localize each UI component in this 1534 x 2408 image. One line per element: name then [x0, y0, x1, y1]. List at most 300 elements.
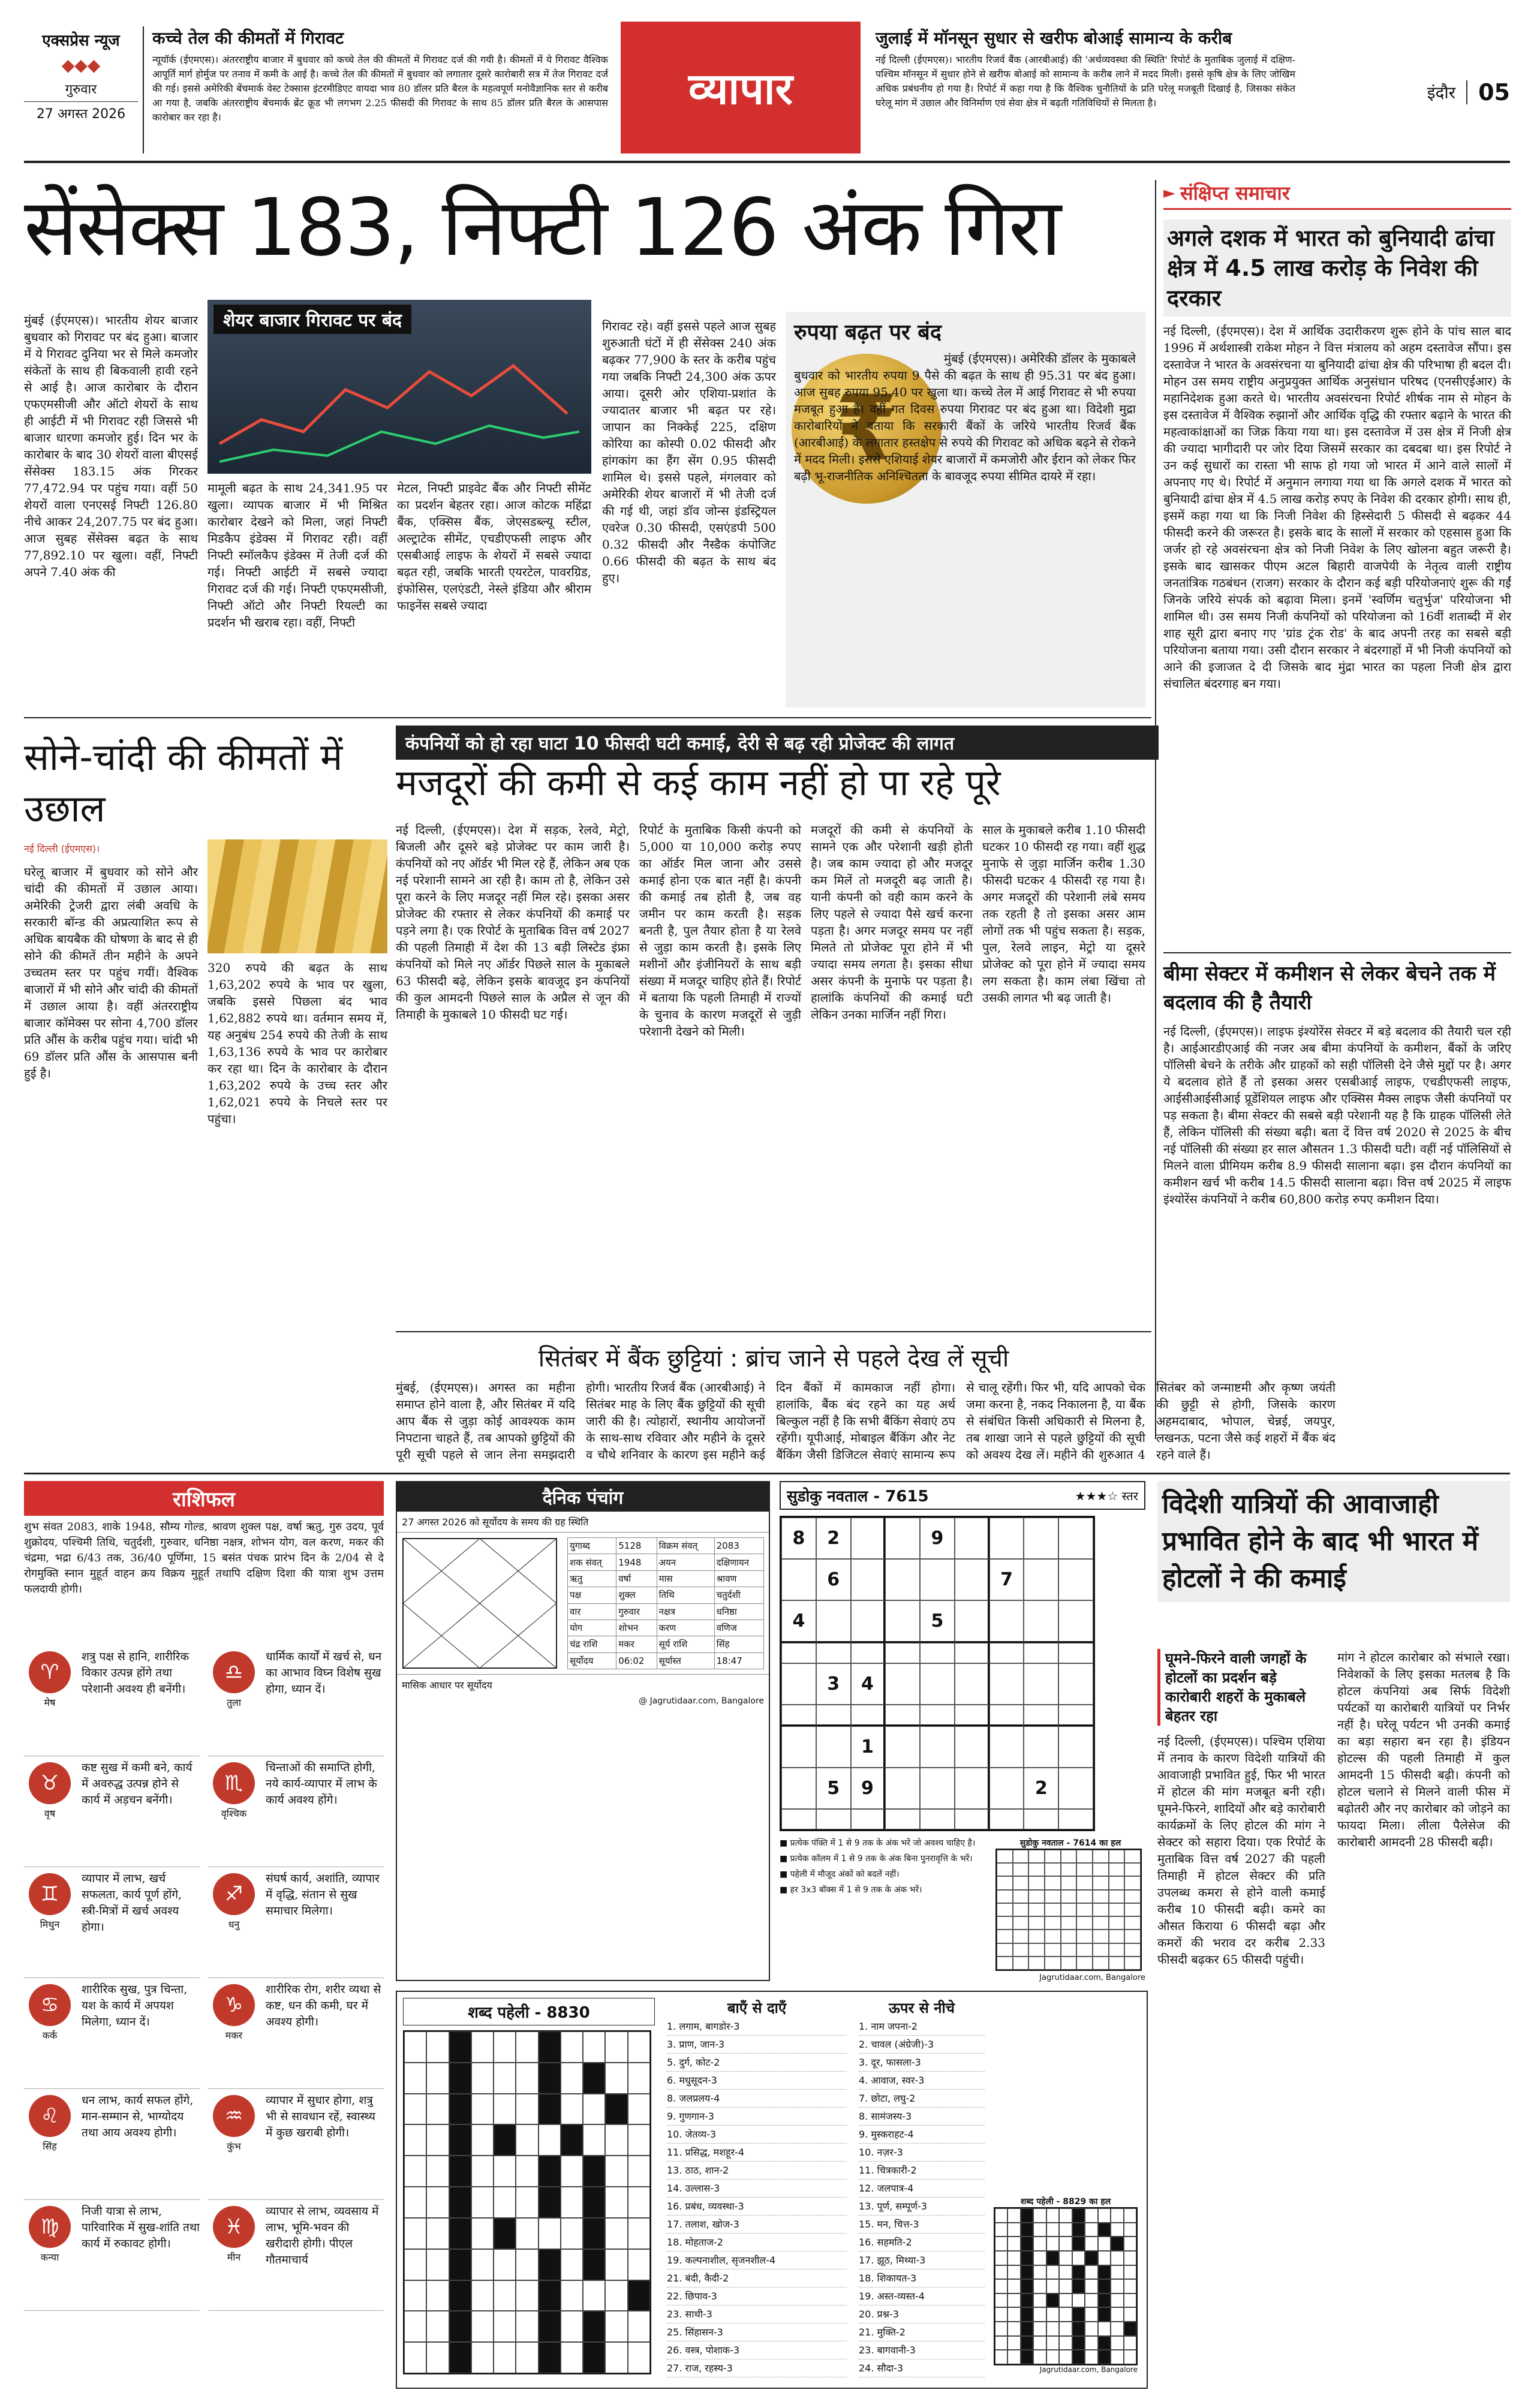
crossword-cell[interactable] [605, 2280, 627, 2311]
crossword-cell[interactable] [404, 2342, 426, 2373]
sudoku-cell[interactable] [989, 1809, 1024, 1829]
crossword-cell[interactable] [404, 2031, 426, 2063]
sudoku-cell[interactable] [955, 1809, 989, 1829]
sudoku-cell[interactable] [816, 1705, 851, 1726]
sudoku-cell[interactable] [851, 1643, 886, 1663]
crossword-cell [1111, 2322, 1123, 2336]
sudoku-cell[interactable] [781, 1768, 816, 1809]
crossword-cell[interactable] [494, 2124, 516, 2156]
crossword-cell[interactable] [516, 2218, 538, 2249]
sudoku-cell[interactable] [1058, 1768, 1093, 1809]
sudoku-cell[interactable] [955, 1559, 989, 1600]
crossword-cell[interactable] [426, 2218, 449, 2249]
crossword-cell[interactable] [539, 2311, 561, 2342]
crossword-cell [1021, 2350, 1033, 2364]
crossword-cell[interactable] [628, 2342, 650, 2373]
crossword-cell [1059, 2307, 1072, 2322]
sudoku-cell[interactable] [989, 1768, 1024, 1809]
sudoku-cell[interactable] [781, 1705, 816, 1726]
crossword-cell [1021, 2208, 1033, 2223]
crossword-cell[interactable] [561, 2311, 583, 2342]
crossword-cell [1021, 2322, 1033, 2336]
crossword-cell[interactable] [583, 2249, 605, 2280]
crossword-cell[interactable] [449, 2218, 471, 2249]
crossword-cell [1124, 2237, 1136, 2251]
gold-headline: सोने-चांदी की कीमतों में उछाल [24, 735, 343, 830]
zodiac-icon: ♍ [29, 2206, 71, 2248]
sudoku-cell[interactable] [1024, 1705, 1058, 1726]
crossword-cell[interactable] [404, 2187, 426, 2218]
crossword-cell[interactable] [471, 2311, 494, 2342]
crossword-cell[interactable] [605, 2094, 627, 2125]
sudoku-cell[interactable]: 3 [816, 1663, 851, 1705]
crossword-clue: 9. मुस्कराहट-4 [859, 2126, 985, 2144]
crossword-cell[interactable] [628, 2280, 650, 2311]
sudoku-cell[interactable] [885, 1600, 920, 1643]
sudoku-cell[interactable] [885, 1809, 920, 1829]
crossword-cell [1033, 2208, 1046, 2223]
crossword-cell [1021, 2265, 1033, 2280]
crossword-clue: 10. नज़र-3 [859, 2144, 985, 2162]
sudoku-cell[interactable]: 9 [851, 1768, 886, 1809]
crossword-cell [1111, 2350, 1123, 2364]
sudoku-cell[interactable] [989, 1663, 1024, 1705]
crossword-grid[interactable] [403, 2030, 651, 2374]
crossword-cell[interactable] [605, 2187, 627, 2218]
sudoku-cell[interactable] [885, 1663, 920, 1705]
crossword-clue: 21. मुक्ति-2 [859, 2323, 985, 2341]
rashi-name: मेष [44, 1697, 56, 1708]
sudoku-cell[interactable] [1058, 1663, 1093, 1705]
sudoku-cell[interactable] [1058, 1559, 1093, 1600]
crossword-cell[interactable] [449, 2342, 471, 2373]
rashi-sign [208, 1760, 260, 1863]
crossword-cell[interactable] [561, 2249, 583, 2280]
crossword-cell [1085, 2223, 1097, 2237]
sudoku-cell[interactable] [1058, 1600, 1093, 1643]
crossword-cell [1033, 2322, 1046, 2336]
crossword-cell[interactable] [583, 2094, 605, 2125]
zodiac-icon: ♒ [213, 2095, 255, 2137]
sudoku-cell[interactable] [885, 1559, 920, 1600]
crossword-cell[interactable] [516, 2280, 538, 2311]
crossword-cell[interactable] [516, 2187, 538, 2218]
crossword-cell[interactable] [628, 2124, 650, 2156]
sudoku-cell[interactable] [1024, 1559, 1058, 1600]
crossword-cell[interactable] [516, 2094, 538, 2125]
crossword-cell[interactable] [583, 2280, 605, 2311]
crossword-cell[interactable] [426, 2187, 449, 2218]
crossword-cell[interactable] [605, 2311, 627, 2342]
rashi-name: तुला [226, 1697, 242, 1708]
crossword-cell[interactable] [561, 2031, 583, 2063]
sudoku-cell[interactable] [1058, 1726, 1093, 1768]
crossword-cell[interactable] [426, 2124, 449, 2156]
sudoku-cell[interactable] [885, 1768, 920, 1809]
crossword-cell[interactable] [471, 2342, 494, 2373]
sudoku-cell[interactable] [989, 1726, 1024, 1768]
sudoku-cell[interactable] [920, 1809, 955, 1829]
brief-arrow-icon: ► [1163, 183, 1175, 202]
crossword-cell [1033, 2350, 1046, 2364]
crossword-cell[interactable] [539, 2249, 561, 2280]
crossword-cell[interactable] [449, 2094, 471, 2125]
crossword-cell[interactable] [583, 2342, 605, 2373]
sudoku-cell[interactable] [851, 1600, 886, 1643]
sudoku-cell[interactable] [885, 1643, 920, 1663]
crossword-cell[interactable] [516, 2124, 538, 2156]
crossword-cell[interactable] [561, 2124, 583, 2156]
crossword-cell[interactable] [539, 2063, 561, 2094]
crossword-cell [1111, 2265, 1123, 2280]
sudoku-cell[interactable] [816, 1600, 851, 1643]
sudoku-cell[interactable] [1058, 1809, 1093, 1829]
crossword-cell [1046, 2293, 1059, 2308]
crossword-cell[interactable] [404, 2218, 426, 2249]
crossword-cell[interactable] [494, 2311, 516, 2342]
crossword-cell[interactable] [404, 2094, 426, 2125]
crossword-cell[interactable] [628, 2156, 650, 2187]
sudoku-cell[interactable] [955, 1768, 989, 1809]
crossword-cell [1072, 2307, 1085, 2322]
sudoku-cell[interactable] [851, 1809, 886, 1829]
sudoku-cell[interactable]: 7 [989, 1559, 1024, 1600]
sudoku-rules [780, 1837, 989, 1971]
crossword-cell[interactable] [539, 2342, 561, 2373]
sudoku-cell[interactable] [1058, 1705, 1093, 1726]
sudoku-cell[interactable] [816, 1726, 851, 1768]
crossword-cell[interactable] [628, 2063, 650, 2094]
across-clues [667, 2018, 847, 2377]
crossword-cell[interactable] [516, 2249, 538, 2280]
crossword-clue: 11. प्रसिद्ध, मशहूर-4 [667, 2144, 847, 2162]
crossword-cell[interactable] [449, 2124, 471, 2156]
crossword-cell [995, 2293, 1007, 2308]
sudoku-grid[interactable] [780, 1516, 1095, 1831]
crossword-cell [1098, 2265, 1111, 2280]
crossword-cell [1111, 2293, 1123, 2308]
rashi-sign [208, 2204, 260, 2307]
crossword-cell [1046, 2251, 1059, 2265]
crossword-cell[interactable] [404, 2063, 426, 2094]
sudoku-cell[interactable] [1024, 1663, 1058, 1705]
crossword-cell [1046, 2336, 1059, 2350]
crossword-clue: 3. दूर, फासला-3 [859, 2054, 985, 2072]
sudoku-rule: ■ प्रत्येक कॉलम में 1 से 9 तक के अंक बिना पुनरावृत्ति के भरें। [780, 1854, 973, 1864]
sudoku-cell[interactable] [1058, 1518, 1093, 1559]
sudoku-cell[interactable]: 4 [851, 1663, 886, 1705]
crossword-cell [1021, 2336, 1033, 2350]
sudoku-cell[interactable] [851, 1705, 886, 1726]
sudoku-cell[interactable] [885, 1705, 920, 1726]
crossword-cell [1085, 2279, 1097, 2293]
sudoku-cell[interactable] [920, 1559, 955, 1600]
crossword-cell[interactable] [426, 2342, 449, 2373]
crossword-cell[interactable] [628, 2187, 650, 2218]
rashi-item [24, 1645, 200, 1756]
sudoku-cell[interactable] [1024, 1809, 1058, 1829]
crossword-cell[interactable] [426, 2249, 449, 2280]
sudoku-cell[interactable]: 9 [920, 1518, 955, 1559]
crossword-cell[interactable] [426, 2280, 449, 2311]
crossword-cell[interactable] [561, 2218, 583, 2249]
crossword-cell[interactable] [583, 2187, 605, 2218]
crossword-cell[interactable] [426, 2094, 449, 2125]
sudoku-cell[interactable] [1058, 1643, 1093, 1663]
crossword-clue: 24. सौदा-3 [859, 2359, 985, 2377]
crossword-cell[interactable] [561, 2156, 583, 2187]
crossword-cell[interactable] [404, 2311, 426, 2342]
crossword-cell[interactable] [628, 2311, 650, 2342]
crossword-cell[interactable] [605, 2031, 627, 2063]
brief-headline: अगले दशक में भारत को बुनियादी ढांचा क्षेत्र में 4.5 लाख करोड़ के निवेश की दरकार [1163, 219, 1511, 317]
crossword-cell[interactable] [561, 2094, 583, 2125]
sudoku-cell[interactable]: 1 [851, 1726, 886, 1768]
crossword-cell[interactable] [605, 2124, 627, 2156]
sudoku-cell[interactable] [989, 1643, 1024, 1663]
crossword-clue: 23. बागवानी-3 [859, 2341, 985, 2359]
rashi-item [208, 1978, 384, 2089]
photo-caption: शेयर बाजार गिरावट पर बंद [213, 305, 411, 334]
sudoku-cell[interactable] [781, 1643, 816, 1663]
crossword-clue: 20. प्रश्न-3 [859, 2305, 985, 2323]
crossword-cell[interactable] [516, 2063, 538, 2094]
crossword-cell[interactable] [628, 2218, 650, 2249]
sudoku-cell[interactable]: 5 [920, 1600, 955, 1643]
rashi-item [24, 2200, 200, 2311]
crossword-cell[interactable] [583, 2124, 605, 2156]
monsoon-headline: जुलाई में मॉनसून सुधार से खरीफ बोआई सामान्य के करीब [876, 28, 1232, 48]
crossword-cell[interactable] [539, 2156, 561, 2187]
brief-label [1163, 180, 1511, 210]
sudoku-cell[interactable] [920, 1726, 955, 1768]
crossword-cell[interactable] [605, 2218, 627, 2249]
crossword-cell[interactable] [516, 2156, 538, 2187]
crossword-cell[interactable] [561, 2280, 583, 2311]
crossword-cell [1072, 2322, 1085, 2336]
crossword-cell[interactable] [471, 2094, 494, 2125]
crossword-cell[interactable] [449, 2031, 471, 2063]
crossword-clue: 23. साथी-3 [667, 2305, 847, 2323]
sudoku-cell[interactable] [1024, 1600, 1058, 1643]
sudoku-cell[interactable]: 2 [816, 1518, 851, 1559]
crossword-cell [1046, 2279, 1059, 2293]
crossword-cell[interactable] [471, 2280, 494, 2311]
sudoku-cell[interactable]: 2 [1024, 1768, 1058, 1809]
crossword-cell[interactable] [516, 2031, 538, 2063]
sudoku-cell[interactable] [781, 1726, 816, 1768]
rashi-sign [24, 1871, 76, 1974]
crossword-cell[interactable] [471, 2124, 494, 2156]
sudoku-cell[interactable] [955, 1600, 989, 1643]
page-number: 05 [1478, 79, 1510, 106]
sudoku-cell[interactable] [989, 1600, 1024, 1643]
crossword-cell[interactable] [605, 2063, 627, 2094]
crossword-cell [1007, 2293, 1020, 2308]
sudoku-cell[interactable] [816, 1809, 851, 1829]
rashi-sign [208, 1649, 260, 1752]
crossword-cell[interactable] [471, 2249, 494, 2280]
lead-col-1: मुंबई (ईएमएस)। भारतीय शेयर बाजार बुधवार को गिरावट पर बंद हुआ। बाजार में ये गिरावट दुनिया भर से मिले कमजोर संकेतों के साथ ही बिकवाली हावी रहने से आई है। आज कारोबार के दौरान एफएमसीजी और ऑटो शेयरों के साथ ही आईटी में भी गिरावट रही जिससे भी बाजार धारणा कमजोर हुई। दिन भर के कारोबार के बाद 30 शेयरों वाला बीएसई सेंसेक्स 183.15 अंक गिरकर 77,472.94 पर पहुंच गया। वहीं 50 शेयरों वाला एनएसई निफ्टी 126.80 नीचे आकर 24,207.75 पर बंद हुआ। आज सुबह सेंसेक्स बढ़त के साथ 77,892.10 पर खुला। वहीं, निफ्टी अपने 7.40 अंक की [24, 313, 198, 579]
crossword-cell[interactable] [494, 2218, 516, 2249]
crossword-cell[interactable] [449, 2249, 471, 2280]
crossword-cell[interactable] [539, 2187, 561, 2218]
crossword-cell[interactable] [561, 2187, 583, 2218]
crossword-cell[interactable] [516, 2311, 538, 2342]
crossword-cell[interactable] [539, 2280, 561, 2311]
panchang-title: दैनिक पंचांग [397, 1482, 769, 1512]
crossword-cell[interactable] [471, 2156, 494, 2187]
crossword-cell [1046, 2307, 1059, 2322]
crossword-cell[interactable] [404, 2249, 426, 2280]
workers-headline: मजदूरों की कमी से कई काम नहीं हो पा रहे पूरे [396, 762, 1001, 804]
sudoku-cell[interactable] [781, 1559, 816, 1600]
crossword-cell[interactable] [539, 2218, 561, 2249]
crossword-cell [1085, 2307, 1097, 2322]
crossword-cell[interactable] [494, 2094, 516, 2125]
crossword-cell [1046, 2223, 1059, 2237]
crossword-cell[interactable] [404, 2124, 426, 2156]
crossword-cell[interactable] [426, 2311, 449, 2342]
crossword-cell[interactable] [494, 2249, 516, 2280]
crossword-cell[interactable] [561, 2063, 583, 2094]
crossword-cell[interactable] [583, 2031, 605, 2063]
sudoku-cell[interactable] [816, 1643, 851, 1663]
crossword-cell[interactable] [561, 2342, 583, 2373]
crossword-cell[interactable] [583, 2218, 605, 2249]
insurance-text: नई दिल्ली, (ईएमएस)। लाइफ इंश्योरेंस सेक्टर में बड़े बदलाव की तैयारी चल रही है। आईआरडीएआई की नजर अब बीमा कंपनियों के कमीशन, बैंकों के जरिए पॉलिसी बेचने के तरीके और ग्राहकों को सही पॉलिसी देने जैसे मुद्दों पर है। अगर ये बदलाव होते हैं तो इसका असर एसबीआई लाइफ, एचडीएफसी लाइफ, आईसीआईसीआई प्रूडेंशियल लाइफ और एक्सिस मैक्स लाइफ जैसी कंपनियों पर पड़ सकता है। बीमा सेक्टर की सबसे बड़ी परेशानी यह है कि ग्राहक पॉलिसी लेते हैं, लेकिन पॉलिसी की संख्या बढ़ी। बता दें वित्त वर्ष 2020 से 2025 के बीच नई पॉलिसी की संख्या हर साल औसतन 1.3 फीसदी घटी। वहीं नई पॉलिसियों से मिलने वाला प्रीमियम करीब 8.9 फीसदी सालाना बढ़ा। इस दौरान कंपनियों का कमीशन खर्च भी करीब 14.5 फीसदी सालाना बढ़ा। वित्त वर्ष 2025 में लाइफ इंश्योरेंस कंपनियों ने करीब 60,800 करोड़ रुपए कमीशन दिया। [1163, 1024, 1511, 1206]
crossword-cell[interactable] [494, 2063, 516, 2094]
crossword-cell [995, 2279, 1007, 2293]
sudoku-cell[interactable] [920, 1705, 955, 1726]
crossword-clue: 22. छिपाव-3 [667, 2287, 847, 2305]
crossword-cell[interactable] [628, 2031, 650, 2063]
sudoku-cell[interactable] [955, 1518, 989, 1559]
masthead-city: इंदौर [1427, 83, 1456, 103]
panchang-footer: मासिक आधार पर सूर्योदय [397, 1674, 769, 1695]
crossword-cell [1021, 2293, 1033, 2308]
crossword-cell[interactable] [404, 2156, 426, 2187]
crossword-cell[interactable] [539, 2094, 561, 2125]
crossword-cell[interactable] [494, 2156, 516, 2187]
sudoku-cell[interactable] [955, 1663, 989, 1705]
crossword-cell [1085, 2265, 1097, 2280]
sudoku-cell[interactable] [920, 1663, 955, 1705]
crossword-cell[interactable] [426, 2063, 449, 2094]
crossword-cell [1033, 2237, 1046, 2251]
sudoku-cell[interactable] [1024, 1726, 1058, 1768]
crossword-cell[interactable] [449, 2063, 471, 2094]
sudoku-cell[interactable] [781, 1809, 816, 1829]
sudoku-cell[interactable] [955, 1705, 989, 1726]
crossword-cell[interactable] [539, 2124, 561, 2156]
crossword-cell[interactable] [426, 2031, 449, 2063]
crossword-cell [1007, 2279, 1020, 2293]
crossword-cell [1007, 2265, 1020, 2280]
crossword-clue: 1. लगाम, बागडोर-3 [667, 2018, 847, 2036]
crossword-cell[interactable] [494, 2187, 516, 2218]
across-title: बाएँ से दाएँ [727, 2000, 787, 2016]
crossword-cell[interactable] [516, 2342, 538, 2373]
monsoon-brief [876, 26, 1295, 158]
sudoku-cell[interactable] [885, 1518, 920, 1559]
sudoku-cell[interactable]: 6 [816, 1559, 851, 1600]
rashifal-intro: शुभ संवत 2083, शाके 1948, सौम्य गोल्ड, श्रावण शुक्ल पक्ष, वर्षा ऋतु, गुरु उदय, पूर्व शुक्रोदय, पश्चिमी तिथि, चतुर्दशी, गुरुवार, धनिष्ठा नक्षत्र, शोभन योग, वल करण, मकर की चंद्रमा, भद्रा 6/43 तक, 36/40 पूर्णिमा, 15 बसंत पंचक प्रारंभ दिन के 2/04 से दे रोगमुक्ति स्नान मुहूर्त वाहन क्रय विक्रय मुहूर्त तथापि दक्षिण दिशा की यात्रा शुभ उत्तम फलदायी होगी। [24, 1521, 384, 1596]
sudoku-cell[interactable] [1024, 1518, 1058, 1559]
crossword-cell[interactable] [449, 2187, 471, 2218]
oil-headline: कच्चे तेल की कीमतों में गिरावट [152, 28, 344, 48]
sudoku-cell[interactable] [851, 1559, 886, 1600]
panchang-row: चंद्र राशि मकर सूर्य राशि सिंह [568, 1636, 764, 1653]
crossword-answer-title: शब्द पहेली - 8829 का हल [1020, 2197, 1111, 2207]
sudoku-rule: ■ प्रत्येक पंक्ति में 1 से 9 तक के अंक भरें जो अवश्य चाहिए है। [780, 1838, 976, 1848]
crossword-cell[interactable] [605, 2342, 627, 2373]
crossword-cell[interactable] [426, 2156, 449, 2187]
sudoku-cell[interactable] [955, 1643, 989, 1663]
brand-name: एक्सप्रेस न्यूज [42, 32, 120, 50]
lead-photo [207, 300, 591, 474]
crossword-cell[interactable] [494, 2031, 516, 2063]
crossword-clue: 2. चावल (अंग्रेजी)-3 [859, 2036, 985, 2054]
crossword-cell[interactable] [449, 2280, 471, 2311]
crossword-cell[interactable] [583, 2063, 605, 2094]
crossword-cell[interactable] [583, 2311, 605, 2342]
crossword-cell[interactable] [539, 2031, 561, 2063]
sudoku-cell[interactable] [1024, 1643, 1058, 1663]
workers-col-4: साल के मुकाबले करीब 1.10 फीसदी घटकर 10 फीसदी रह गया। वहीं शुद्ध मुनाफे से जुड़ा मार्जिन करीब 1.30 फीसदी घटकर 4 फीसदी रह गया है। अगर मजदूरों की परेशानी लंबे समय तक रहती है तो इसका असर आम लोगों तक भी पहुंच सकता है। सड़क, पुल, रेलवे लाइन, मेट्रो या दूसरे प्रोजेक्ट को पूरा होने में ज्यादा समय लग सकता है। काम लंबा खिंचा तो उसकी लागत भी बढ़ जाती है। [982, 823, 1145, 1005]
crossword-cell [1046, 2208, 1059, 2223]
crossword-cell [1098, 2293, 1111, 2308]
crossword-cell[interactable] [471, 2031, 494, 2063]
sudoku-cell[interactable] [989, 1705, 1024, 1726]
rashi-name: मिथुन [40, 1919, 60, 1930]
panchang-row: सूर्योदय 06:02 सूर्यास्त 18:47 [568, 1653, 764, 1669]
crossword-cell[interactable] [605, 2249, 627, 2280]
crossword-cell[interactable] [449, 2311, 471, 2342]
crossword-cell[interactable] [494, 2342, 516, 2373]
crossword-cell[interactable] [628, 2094, 650, 2125]
zodiac-icon: ♎ [213, 1651, 255, 1693]
sudoku-cell[interactable] [920, 1768, 955, 1809]
crossword-cell [1111, 2307, 1123, 2322]
masthead-day: गुरुवार [65, 82, 97, 97]
crossword-cell[interactable] [628, 2249, 650, 2280]
sudoku-level [1075, 1488, 1138, 1504]
sudoku-cell[interactable]: 5 [816, 1768, 851, 1809]
crossword-cell[interactable] [449, 2156, 471, 2187]
section-title: व्यापार [688, 64, 793, 114]
crossword-cell[interactable] [494, 2280, 516, 2311]
sudoku-cell[interactable] [851, 1518, 886, 1559]
crossword-cell[interactable] [404, 2280, 426, 2311]
crossword-cell[interactable] [471, 2218, 494, 2249]
rashi-text: धार्मिक कार्यों में खर्च से, धन का आभाव विघ्न विशेष सुख होगा, ध्यान दें। [266, 1650, 382, 1696]
sudoku-cell[interactable] [989, 1518, 1024, 1559]
crossword-cell[interactable] [605, 2156, 627, 2187]
crossword-cell[interactable] [471, 2063, 494, 2094]
crossword-cell[interactable] [471, 2187, 494, 2218]
crossword-cell [1007, 2322, 1020, 2336]
sudoku-cell[interactable]: 8 [781, 1518, 816, 1559]
hotels-col-1: नई दिल्ली, (ईएमएस)। पश्चिम एशिया में तनाव के कारण विदेशी यात्रियों की आवाजाही प्रभावित हुई, फिर भी भारत में होटल की मांग मजबूत बनी रही। घूमने-फिरने, शादियों और बड़े कारोबारी कार्यक्रमों के लिए होटल की मांग ने सेक्टर को सहारा दिया। एक रिपोर्ट के मुताबिक वित्त वर्ष 2027 की पहली तिमाही में होटल सेक्टर की प्रति उपलब्ध कमरा से होने वाली कमाई करीब 10 फीसदी बढ़ी। कमरे का औसत किराया 6 फीसदी बढ़ा और कमरों की भराव दर करीब 2.33 फीसदी बढ़कर 65 फीसदी पहुंची। [1157, 1734, 1325, 1967]
sudoku-cell[interactable] [920, 1643, 955, 1663]
sudoku-cell[interactable] [781, 1663, 816, 1705]
sudoku-cell[interactable] [885, 1726, 920, 1768]
crossword-cell[interactable] [583, 2156, 605, 2187]
crossword-cell [1021, 2237, 1033, 2251]
sudoku-cell[interactable] [955, 1726, 989, 1768]
sudoku-cell[interactable]: 4 [781, 1600, 816, 1643]
